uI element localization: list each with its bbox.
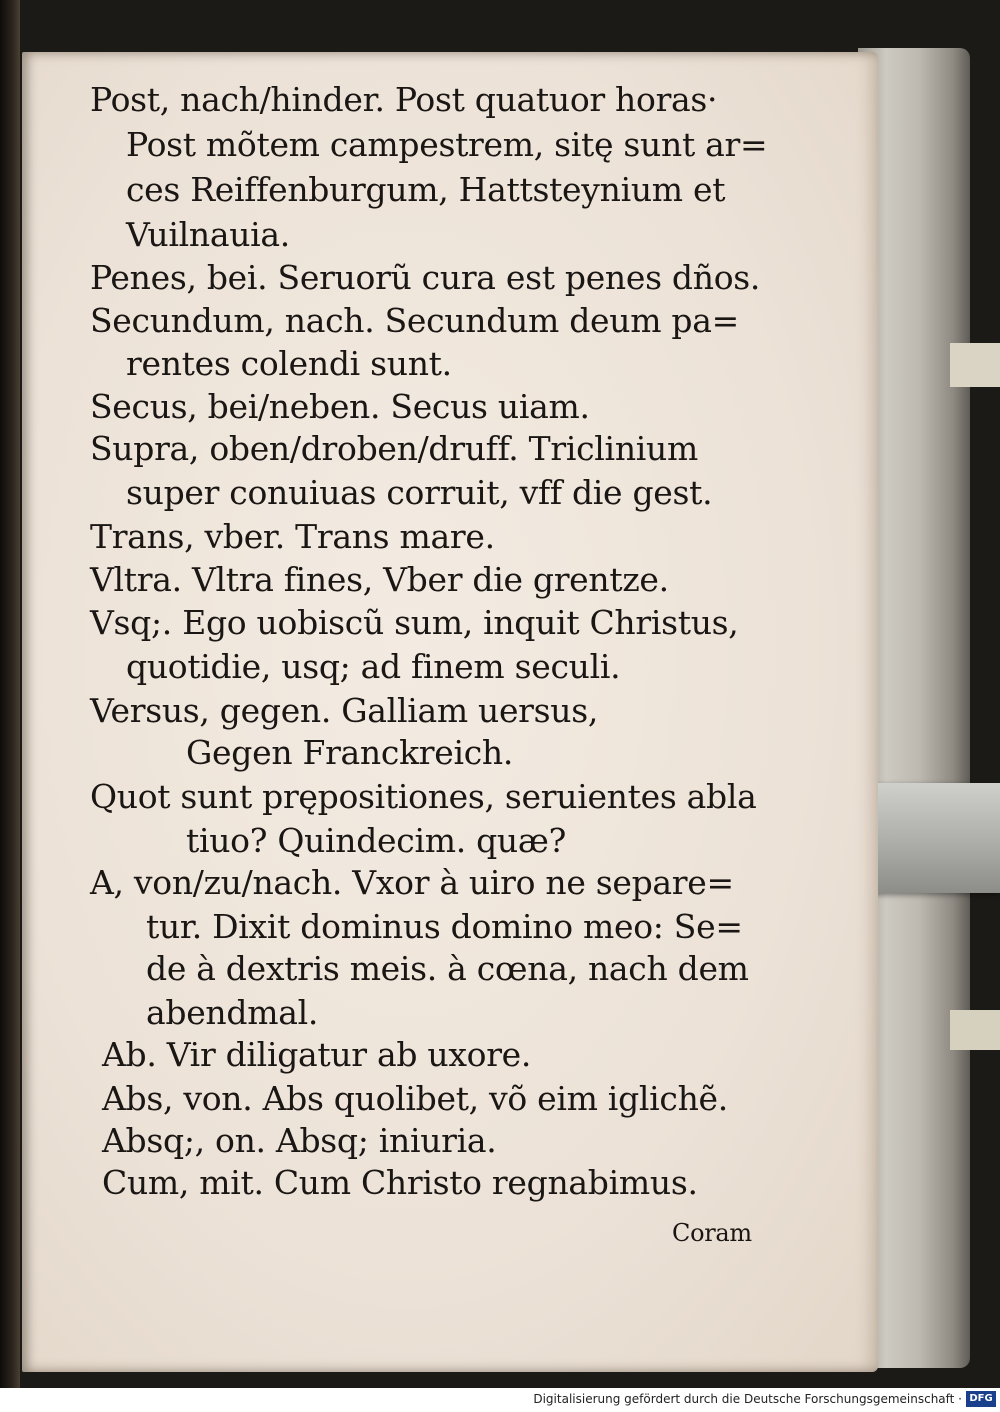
text-line: ces Reiffenburgum, Hattsteynium et <box>126 170 726 209</box>
page-edge-tab <box>950 343 1000 387</box>
text-line: de à dextris meis. à cœna, nach dem <box>146 949 749 988</box>
text-line: A, von/zu/nach. Vxor à uiro ne separe= <box>90 863 734 902</box>
page-edge-tab <box>950 1010 1000 1050</box>
text-line: Trans, vber. Trans mare. <box>90 517 495 556</box>
book-spine <box>0 0 20 1388</box>
text-line: Ab. Vir diligatur ab uxore. <box>102 1035 532 1074</box>
catchword: Coram <box>672 1219 752 1247</box>
text-line: tiuo? Quindecim. quæ? <box>186 821 566 860</box>
text-line: Absq;, on. Absq; iniuria. <box>102 1121 497 1160</box>
text-line: Abs, von. Abs quolibet, võ eim iglichẽ. <box>102 1079 728 1118</box>
text-line: Secundum, nach. Secundum deum pa= <box>90 301 739 340</box>
text-line: Quot sunt prępositiones, seruientes abla <box>90 777 757 816</box>
text-line: quotidie, usq; ad finem seculi. <box>126 647 621 686</box>
page-text <box>22 52 878 1372</box>
digitization-footer <box>0 1388 1000 1412</box>
text-line: Post, nach/hinder. Post quatuor horas· <box>90 80 718 119</box>
book-page <box>22 52 878 1372</box>
text-line: Penes, bei. Seruorũ cura est penes dños. <box>90 258 761 297</box>
text-line: Gegen Franckreich. <box>186 733 514 772</box>
text-line: abendmal. <box>146 993 319 1032</box>
text-line: super conuiuas corruit, vff die gest. <box>126 473 713 512</box>
text-line: Vltra. Vltra fines, Vber die grentze. <box>90 560 669 599</box>
text-line: Post mõtem campestrem, sitę sunt ar= <box>126 125 768 164</box>
funding-credit: Digitalisierung gefördert durch die Deutsche Forschungsgemeinschaft · <box>533 1392 962 1406</box>
text-line: Cum, mit. Cum Christo regnabimus. <box>102 1163 698 1202</box>
text-line: Supra, oben/droben/druff. Triclinium <box>90 429 698 468</box>
text-line: Secus, bei/neben. Secus uiam. <box>90 387 590 426</box>
text-line: Vsq;. Ego uobiscũ sum, inquit Christus, <box>90 603 739 642</box>
text-line: Versus, gegen. Galliam uersus, <box>90 691 599 730</box>
text-line: Vuilnauia. <box>126 215 290 254</box>
dfg-logo: DFG <box>966 1391 996 1407</box>
text-line: tur. Dixit dominus domino meo: Se= <box>146 907 743 946</box>
text-line: rentes colendi sunt. <box>126 344 452 383</box>
